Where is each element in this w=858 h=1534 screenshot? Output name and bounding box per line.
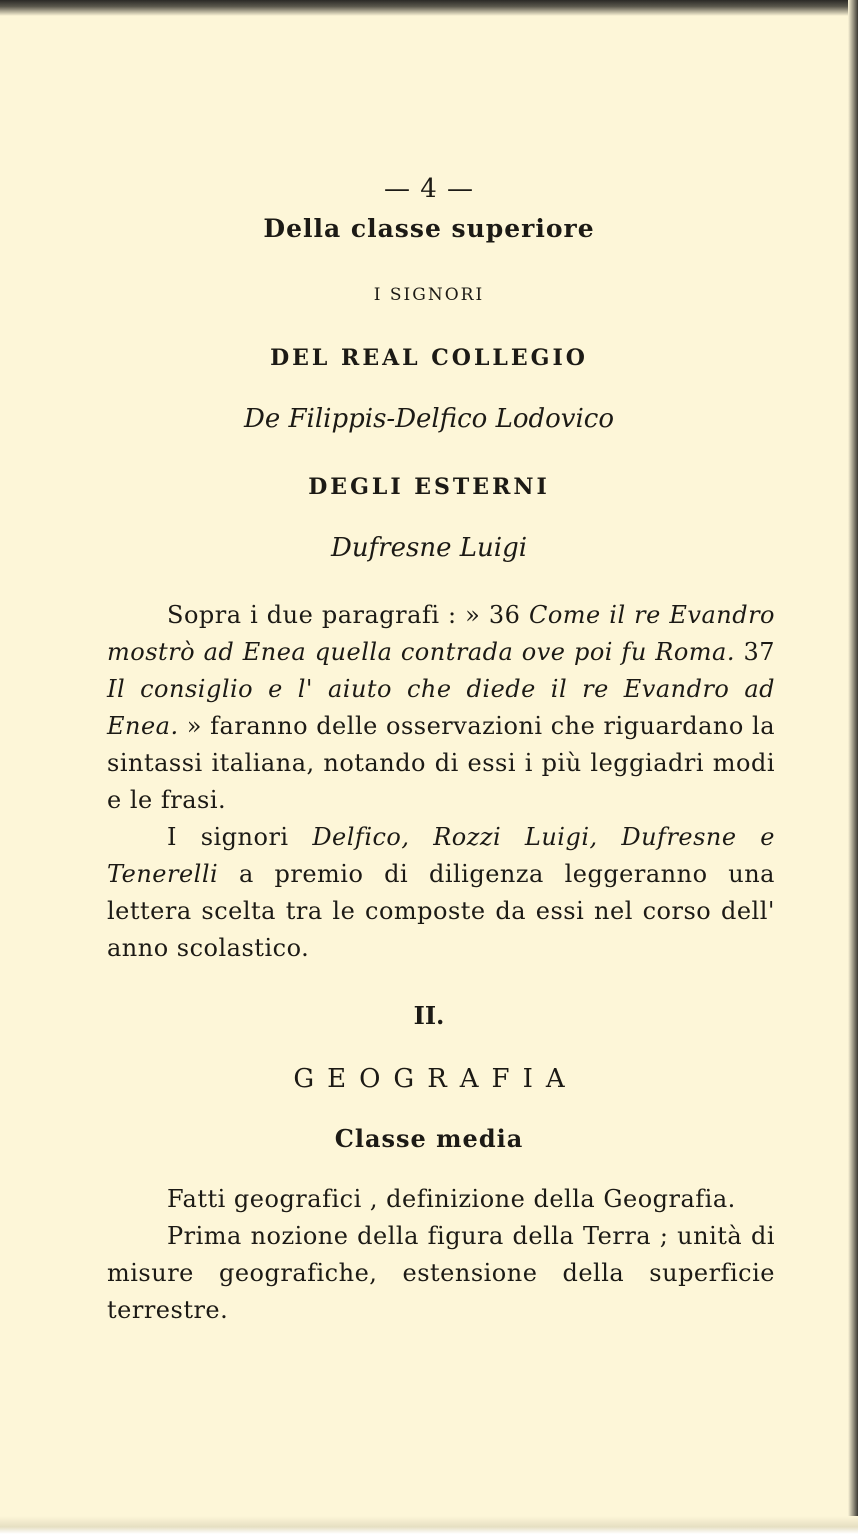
p2-intro: I signori	[167, 823, 313, 851]
section-number: II.	[413, 1001, 445, 1030]
class-heading: Classe media	[334, 1124, 524, 1153]
p1-rest: » faranno delle osservazioni che riguardano la sintassi italiana, notando di essi i più leggiadri modi e le frasi.	[107, 712, 775, 814]
real-collegio-heading: DEL REAL COLLEGIO	[270, 345, 588, 371]
p2-names: Delfico, Rozzi Luigi, Dufresne e Tenerelli	[107, 823, 775, 888]
p1-title-37: Il consiglio e l' aiuto che diede il re Evandro ad Enea.	[107, 675, 775, 740]
page-top-edge	[0, 0, 858, 16]
p1-mid: 37	[734, 638, 776, 666]
paragraph-3: Fatti geografici , definizione della Geografia.	[167, 1185, 736, 1213]
esterni-heading: DEGLI ESTERNI	[308, 474, 550, 500]
paragraph-4: Prima nozione della figura della Terra ; unità di misure geografiche, estensione della superficie terrestre.	[107, 1222, 775, 1324]
p1-title-36: Come il re Evandro mostrò ad Enea quella contrada ove poi fu Roma.	[107, 601, 775, 666]
student-name-1: De Filippis-Delfico Lodovico	[243, 404, 615, 434]
paragraph-1	[107, 597, 775, 819]
signori-label: I SIGNORI	[373, 285, 485, 305]
student-name-2: Dufresne Luigi	[330, 533, 528, 563]
p2-rest: a premio di diligenza leggeranno una lettera scelta tra le composte da essi nel corso dell' anno scolastico.	[107, 860, 775, 962]
paragraph-2	[107, 819, 775, 967]
page-number: — 4 —	[383, 174, 475, 204]
section-heading: Della classe superiore	[263, 214, 595, 243]
p1-intro: Sopra i due paragrafi : » 36	[167, 601, 529, 629]
page-bottom-edge	[0, 1516, 858, 1534]
subject-heading: GEOGRAFIA	[293, 1064, 578, 1094]
